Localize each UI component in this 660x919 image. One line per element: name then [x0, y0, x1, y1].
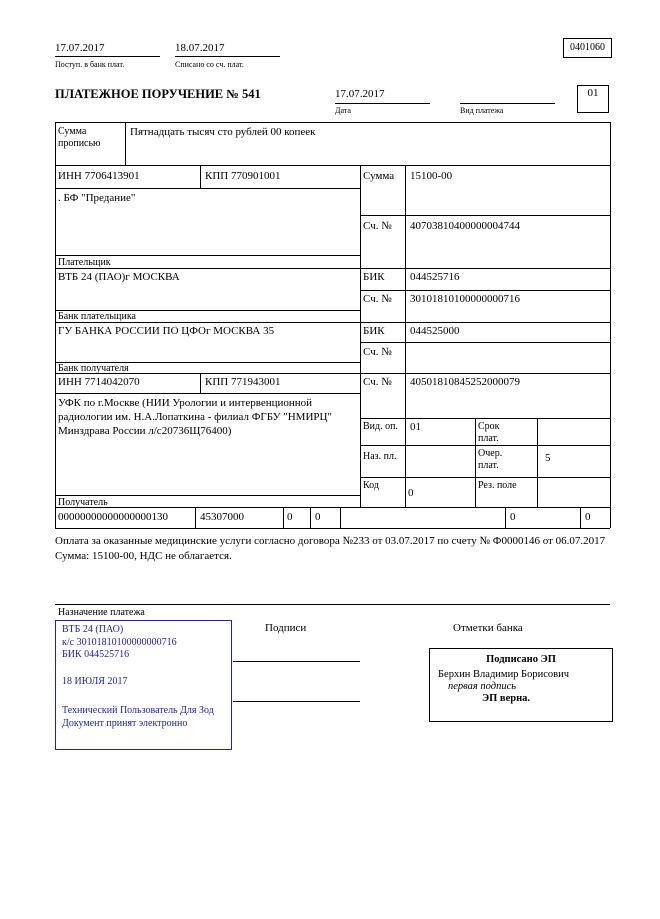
grid-line	[475, 418, 476, 507]
payer-bank-bik: 044525716	[410, 271, 460, 283]
tax-field: 0	[315, 511, 321, 523]
bank-stamp	[55, 620, 232, 750]
debited-date-underline	[175, 56, 280, 57]
grid-line	[55, 122, 56, 528]
grid-line	[360, 418, 610, 419]
ocher-plat-label: Очер. плат.	[478, 448, 503, 471]
srok-plat-label: Срок плат.	[478, 421, 500, 444]
grid-line	[360, 477, 610, 478]
grid-line	[610, 122, 611, 528]
signature-line	[233, 701, 360, 702]
amount-words: Пятнадцать тысяч сто рублей 00 копеек	[130, 126, 316, 138]
grid-line	[360, 290, 610, 291]
payer-kpp: КПП 770901001	[205, 170, 281, 182]
grid-line	[55, 495, 360, 496]
received-date-underline	[55, 56, 160, 57]
received-date: 17.07.2017	[55, 42, 105, 54]
payer-bank-account: 30101810100000000716	[410, 293, 520, 305]
grid-line	[195, 507, 196, 528]
debited-date-label: Списано со сч. плат.	[175, 60, 244, 69]
grid-line	[55, 393, 360, 394]
grid-line	[55, 268, 610, 269]
kod-value: 0	[408, 487, 414, 499]
receiver-bank-bik-label: БИК	[363, 325, 385, 337]
amount-label: Сумма	[363, 170, 395, 182]
receiver-label: Получатель	[58, 497, 108, 508]
doc-date-underline	[335, 103, 430, 104]
tax-field: 0	[585, 511, 591, 523]
tax-field: 0	[287, 511, 293, 523]
doc-date: 17.07.2017	[335, 88, 385, 100]
payment-type-label: Вид платежа	[460, 106, 504, 115]
payment-type-underline	[460, 103, 555, 104]
receiver-bank-name: ГУ БАНКА РОССИИ ПО ЦФОг МОСКВА 35	[58, 325, 275, 337]
grid-line	[55, 122, 610, 123]
doc-date-label: Дата	[335, 106, 351, 115]
bank-stamp-line: к/с 30101810100000000716	[62, 636, 177, 648]
receiver-kpp: КПП 771943001	[205, 376, 281, 388]
doc-title: ПЛАТЕЖНОЕ ПОРУЧЕНИЕ № 541	[55, 87, 261, 101]
grid-line	[55, 604, 610, 605]
grid-line	[360, 215, 610, 216]
payer-label: Плательщик	[58, 256, 111, 268]
grid-line	[55, 507, 610, 508]
ocher-plat-value: 5	[545, 452, 551, 464]
grid-line	[55, 188, 360, 189]
receiver-name: УФК по г.Москве (НИИ Урологии и интервенционной радиологии им. Н.А.Лопаткина - филиал ФГБУ "НМИРЦ" Минздрава России л/с20736Щ76400)	[58, 397, 332, 437]
esignature-box	[429, 648, 613, 722]
grid-line	[340, 507, 341, 528]
receiver-account-label: Сч. №	[363, 376, 392, 388]
grid-line	[55, 373, 610, 374]
grid-line	[360, 165, 361, 507]
grid-line	[125, 122, 126, 165]
payer-status-code: 01	[577, 85, 609, 113]
receiver-bank-label: Банк получателя	[58, 363, 129, 374]
esignature-title: Подписано ЭП	[486, 654, 556, 665]
tax-field: 0	[510, 511, 516, 523]
grid-line	[55, 165, 610, 166]
rez-pole-label: Рез. поле	[478, 480, 517, 491]
payment-purpose-text: Оплата за оказанные медицинские услуги согласно договора №233 от 03.07.2017 по счету № Ф0000146 от 06.07.2017 Сумма: 15100-00, НДС не облагается.	[55, 535, 606, 562]
debited-date: 18.07.2017	[175, 42, 225, 54]
bank-marks-label: Отметки банка	[453, 622, 523, 634]
bank-stamp-line: 18 ИЮЛЯ 2017	[62, 675, 128, 687]
bank-stamp-line: ВТБ 24 (ПАО)	[62, 624, 124, 635]
payer-account-label: Сч. №	[363, 220, 392, 232]
bank-stamp-line: БИК 044525716	[62, 649, 130, 660]
bank-stamp-line: Технический Пользователь Для Зод	[62, 705, 214, 716]
payer-inn: ИНН 7706413901	[58, 170, 140, 182]
grid-line	[200, 165, 201, 188]
payer-bank-label: Банк плательщика	[58, 311, 136, 322]
payer-account: 40703810400000004744	[410, 220, 520, 232]
signature-line	[233, 661, 360, 662]
form-code: 0401060	[563, 38, 612, 58]
receiver-inn: ИНН 7714042070	[58, 376, 140, 388]
grid-line	[360, 445, 610, 446]
grid-line	[360, 342, 610, 343]
esignature-role: первая подпись	[448, 681, 517, 692]
tax-field: 45307000	[200, 511, 244, 523]
grid-line	[537, 418, 538, 507]
grid-line	[505, 507, 506, 528]
receiver-bank-bik: 044525000	[410, 325, 460, 337]
payer-bank-name: ВТБ 24 (ПАО)г МОСКВА	[58, 271, 180, 283]
vid-op-label: Вид. оп.	[363, 421, 398, 432]
grid-line	[200, 373, 201, 393]
receiver-bank-account-label: Сч. №	[363, 346, 392, 358]
esignature-verified: ЭП верна.	[482, 693, 531, 704]
grid-line	[283, 507, 284, 528]
amount-value: 15100-00	[410, 170, 453, 182]
amount-words-label: Сумма прописью	[58, 126, 101, 149]
naz-pl-label: Наз. пл.	[363, 451, 397, 462]
receiver-account: 40501810845252000079	[410, 376, 520, 388]
grid-line	[310, 507, 311, 528]
grid-line	[405, 165, 406, 507]
payer-bank-account-label: Сч. №	[363, 293, 392, 305]
payment-purpose-label: Назначение платежа	[58, 607, 145, 618]
kod-label: Код	[363, 480, 379, 491]
tax-field: 00000000000000000130	[58, 511, 168, 523]
grid-line	[55, 322, 610, 323]
bank-stamp-line: Документ принят электронно	[62, 717, 188, 729]
grid-line	[55, 528, 610, 529]
grid-line	[580, 507, 581, 528]
vid-op-value: 01	[410, 421, 421, 433]
signatures-label: Подписи	[265, 622, 307, 634]
esignature-name: Берхин Владимир Борисович	[438, 669, 569, 680]
payer-name: . БФ "Предание"	[58, 192, 136, 204]
payer-bank-bik-label: БИК	[363, 271, 385, 283]
received-date-label: Поступ. в банк плат.	[55, 60, 125, 69]
